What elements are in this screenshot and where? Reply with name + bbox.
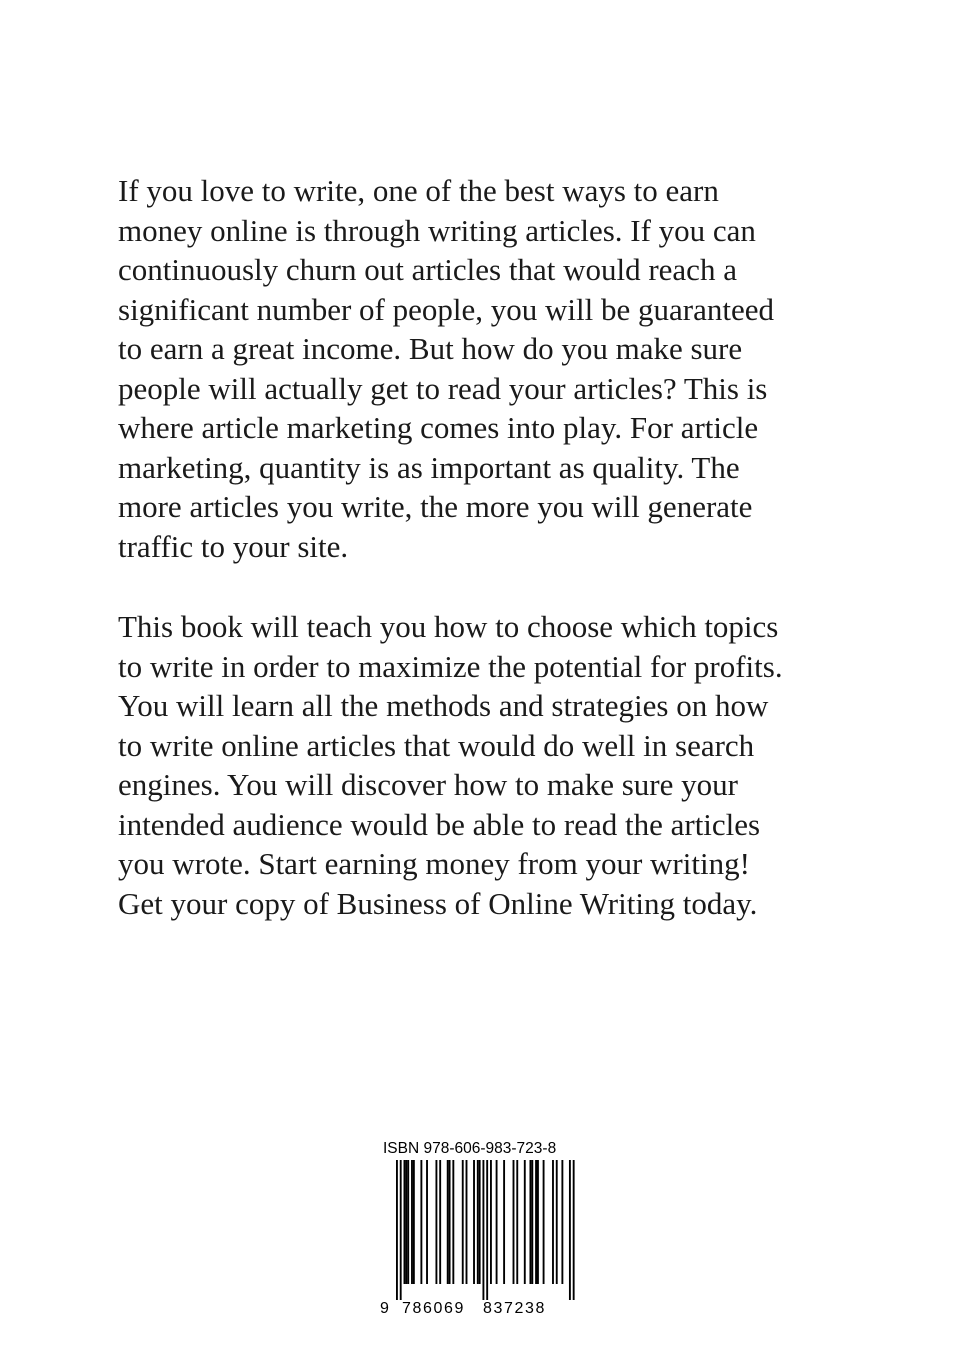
barcode-bar xyxy=(407,1160,409,1284)
barcode-bar xyxy=(496,1160,498,1284)
barcode-bar xyxy=(490,1160,492,1284)
barcode-bar xyxy=(543,1160,545,1284)
barcode-bar xyxy=(435,1160,437,1284)
barcode-bar xyxy=(486,1160,488,1300)
blurb-line: to earn a great income. But how do you make sure xyxy=(118,331,743,366)
blurb-line: to write in order to maximize the potential for profits. xyxy=(118,648,783,684)
barcode-bar xyxy=(556,1160,558,1284)
blurb-line: to write online articles that would do well in search xyxy=(118,727,755,763)
blurb-line: significant number of people, you will be guaranteed xyxy=(118,291,774,327)
barcode-bar xyxy=(482,1160,484,1300)
blurb-line: You will learn all the methods and strategies on how xyxy=(118,688,769,723)
blurb-line: where article marketing comes into play. For article xyxy=(118,410,759,445)
blurb-paragraph-2 xyxy=(118,607,848,923)
barcode-bar xyxy=(524,1160,526,1284)
barcode-bar xyxy=(552,1160,554,1284)
barcode-bar xyxy=(449,1160,451,1284)
blurb-line: continuously churn out articles that would reach a xyxy=(118,252,737,287)
barcode-bar xyxy=(473,1160,475,1284)
barcode-bar xyxy=(447,1160,449,1284)
ean13-barcode xyxy=(378,1158,578,1318)
barcode-bars xyxy=(396,1160,575,1300)
blurb-line: intended audience would be able to read the articles xyxy=(118,806,761,842)
blurb-line: people will actually get to read your articles? This is xyxy=(118,370,768,406)
blurb-line: engines. You will discover how to make sure your xyxy=(118,767,738,802)
barcode-bar xyxy=(411,1160,413,1284)
barcode-left-digits: 786069 xyxy=(402,1300,465,1317)
barcode-bar xyxy=(452,1160,454,1284)
barcode-bar xyxy=(516,1160,518,1284)
blurb-line: This book will teach you how to choose which topics xyxy=(118,609,779,644)
barcode-bar xyxy=(400,1160,402,1300)
barcode-bar xyxy=(503,1160,505,1284)
blurb-line: money online is through writing articles. If you can xyxy=(118,212,756,248)
barcode-bar xyxy=(426,1160,428,1284)
blurb-line: If you love to write, one of the best ways to earn xyxy=(118,173,719,208)
barcode-bar xyxy=(420,1160,422,1284)
barcode-right-digits: 837238 xyxy=(483,1300,546,1317)
barcode-bar xyxy=(535,1160,537,1284)
barcode-bar xyxy=(513,1160,515,1284)
barcode-bar xyxy=(529,1160,531,1284)
barcode-bar xyxy=(413,1160,415,1284)
isbn-label: ISBN 978-606-983-723-8 xyxy=(383,1140,557,1157)
barcode-bar xyxy=(531,1160,533,1284)
barcode-bar xyxy=(569,1160,571,1300)
barcode-bar xyxy=(404,1160,406,1284)
barcode-bar xyxy=(439,1160,441,1284)
blurb-paragraph-1 xyxy=(118,171,848,566)
barcode-bar xyxy=(466,1160,468,1284)
barcode-bar xyxy=(573,1160,575,1300)
barcode-first-digit: 9 xyxy=(380,1300,389,1317)
barcode-bar xyxy=(479,1160,481,1284)
barcode-bar xyxy=(396,1160,398,1300)
blurb-line: marketing, quantity is as important as quality. The xyxy=(118,449,740,485)
blurb-line: Get your copy of Business of Online Writing today. xyxy=(118,885,758,921)
barcode-bar xyxy=(405,1160,407,1284)
blurb-line: you wrote. Start earning money from your writing! xyxy=(118,846,750,881)
blurb-line: more articles you write, the more you will generate xyxy=(118,489,753,524)
barcode-bar xyxy=(561,1160,563,1284)
barcode-bar xyxy=(477,1160,479,1284)
barcode-bar xyxy=(537,1160,539,1284)
barcode-bar xyxy=(462,1160,464,1284)
blurb-line: traffic to your site. xyxy=(118,528,349,564)
